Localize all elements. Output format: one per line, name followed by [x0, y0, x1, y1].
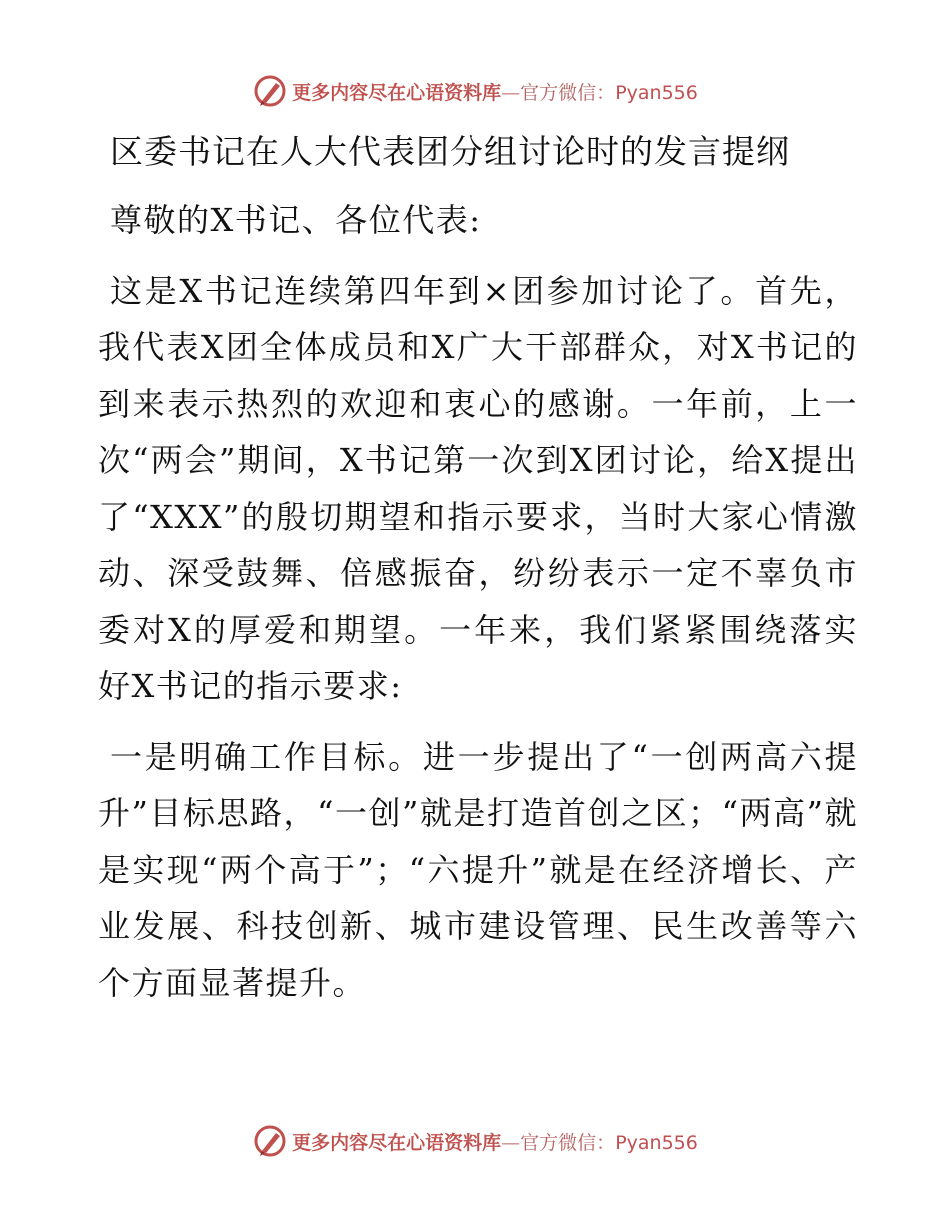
document-title: 区委书记在人大代表团分组讨论时的发言提纲	[110, 132, 790, 171]
watermark-wechat-label: 官方微信：	[520, 1131, 616, 1154]
paragraph-1: 这是X书记连续第四年到×团参加讨论了。首先，我代表X团全体成员和X广大干部群众，对X书记的到来表示热烈的欢迎和衷心的感谢。一年前，上一次“两会”期间，X书记第一次到X团讨论，给X提出了“XXX”的殷切期望和指示要求，当时大家心情激动、深受鼓舞、倍感振奋，纷纷表示一定不辜负市委对X的厚爱和期望。一年来，我们紧紧围绕落实好X书记的指示要求:	[98, 271, 858, 705]
greeting: 尊敬的X书记、各位代表:	[110, 201, 482, 239]
watermark-wechat-label: 官方微信：	[520, 81, 616, 104]
paragraph-2: 一是明确工作目标。进一步提出了“一创两高六提升”目标思路，“一创”就是打造首创之区；“两高”就是实现“两个高于”；“六提升”就是在经济增长、产业发展、科技创新、城市建设管理、民生改善等六个方面显著提升。	[98, 737, 858, 1002]
watermark-wechat-id: Pyan556	[615, 1131, 698, 1154]
watermark-dash: —	[501, 81, 521, 104]
watermark-text	[292, 78, 698, 105]
document-body	[98, 118, 858, 1011]
watermark-site: 更多内容尽在心语资料库	[292, 1131, 502, 1154]
watermark-site: 更多内容尽在心语资料库	[292, 81, 502, 104]
pen-logo-icon	[252, 1123, 288, 1159]
watermark-banner-top	[0, 71, 950, 111]
watermark-wechat-id: Pyan556	[615, 81, 698, 104]
pen-logo-icon	[252, 73, 288, 109]
watermark-dash: —	[501, 1131, 521, 1154]
watermark-text	[292, 1128, 698, 1155]
watermark-banner-bottom	[0, 1121, 950, 1161]
